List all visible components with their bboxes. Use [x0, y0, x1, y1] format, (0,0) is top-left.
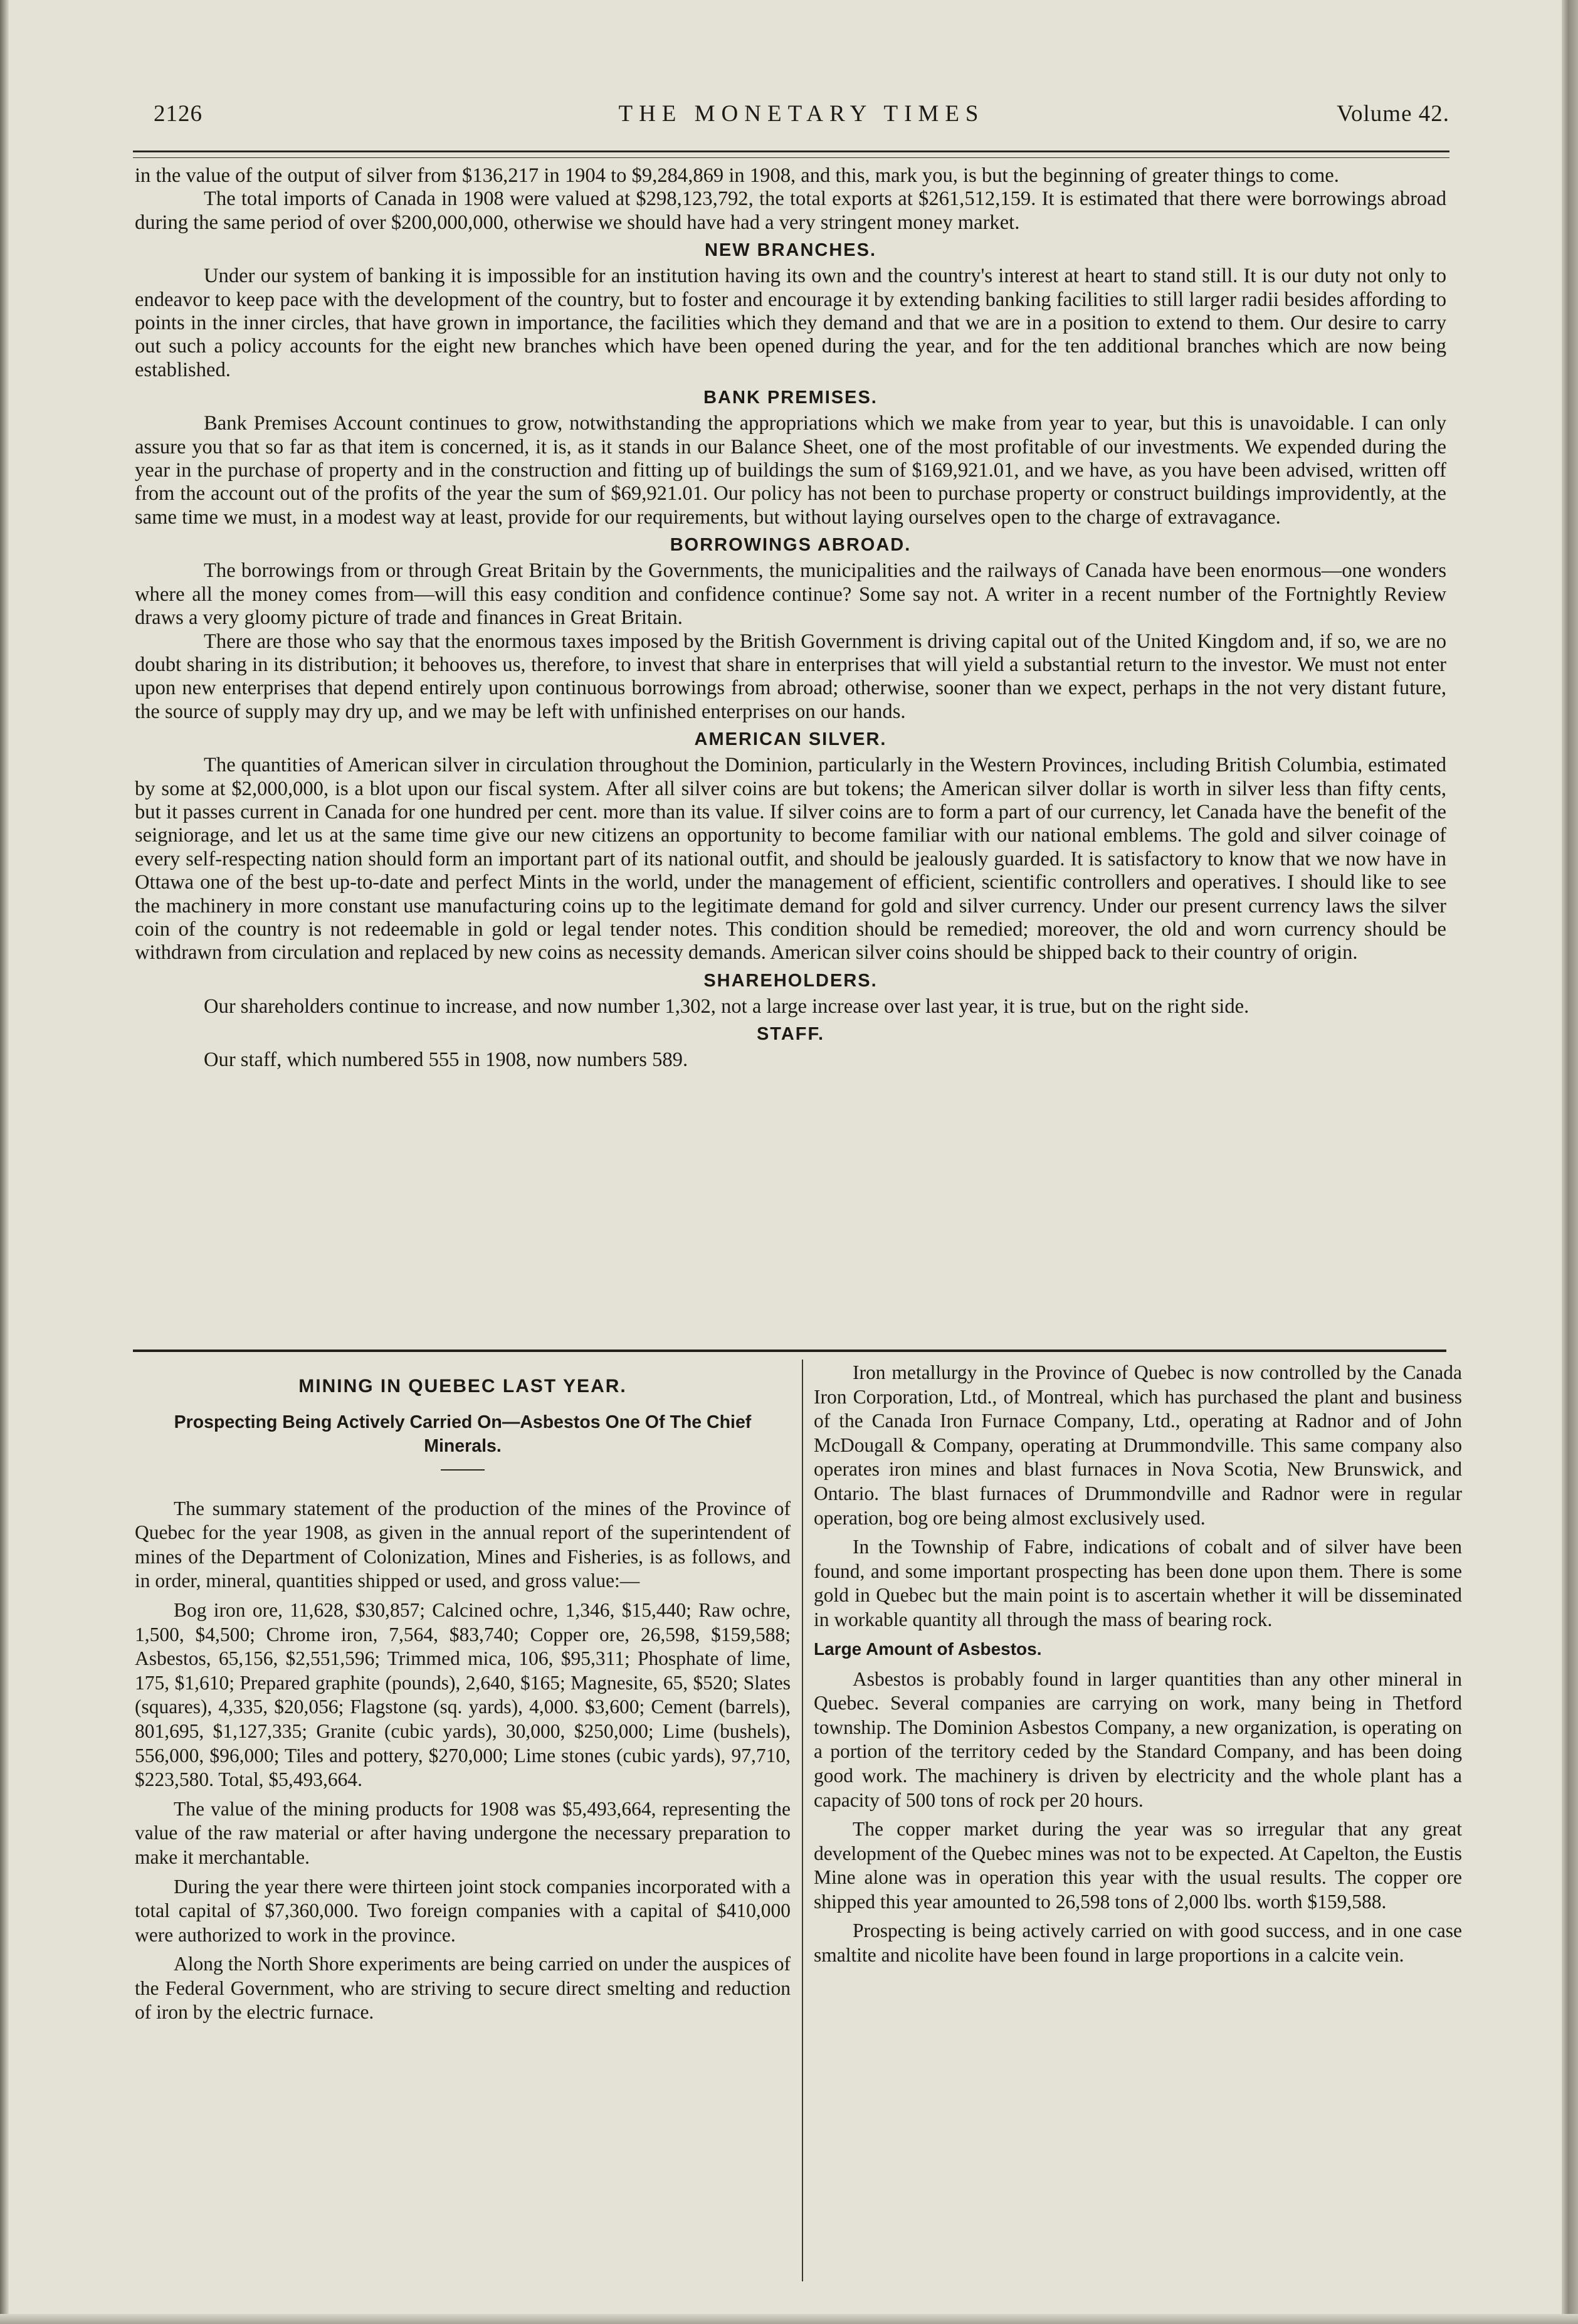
- article-paragraph-4: During the year there were thirteen joint stock companies incorporated with a total capital of $7,360,000. Two foreign companies with a capital of $410,000 were authorized to work in the province.: [135, 1875, 791, 1946]
- mineral-production-list: Bog iron ore, 11,628, $30,857; Calcined ochre, 1,346, $15,440; Raw ochre, 1,500, $4,500; Chrome iron, 7,564, $83,740; Copper ore, 26,598, $159,588; Asbestos, 65,156, $2,551,596; Trimmed mica, 106, $95,311; Phosphate of lime, 175, $1,610; Prepared graphite (pounds), 2,640, $165; Magnesite, 65, $520; Slates (squares), 4,335, $20,056; Flagstone (sq. yards), 4,000. $3,600; Cement (barrels), 801,695, $1,127,335; Granite (cubic yards), 30,000, $250,000; Lime (bushels), 556,000, $96,000; Tiles and pottery, $270,000; Lime stones (cubic yards), 97,710, $223,580. Total, $5,493,664.: [135, 1598, 791, 1791]
- volume-label: Volume 42.: [1337, 101, 1449, 127]
- heading-asbestos: Large Amount of Asbestos.: [814, 1639, 1042, 1659]
- borrowings-paragraph-1: The borrowings from or through Great Britain by the Governments, the municipalities and the railways of Canada have been enormous—one wonders where all the money comes from—will this easy condition and confidence continue? Some say not. A writer in a recent number of the Fortnightly Review draws a very gloomy picture of trade and finances in Great Britain.: [135, 559, 1446, 630]
- page-number: 2126: [154, 101, 203, 127]
- american-silver-paragraph: The quantities of American silver in circulation throughout the Dominion, particularly in the Western Provinces, including British Columbia, estimated by some at $2,000,000, is a blot upon our fiscal system. After all silver coins are but tokens; the American silver dollar is worth in silver less than fifty cents, but it passes current in Canada for one hundred per cent. more than its value. If silver coins are to form a part of our currency, let Canada have the benefit of the seigniorage, and let us at the same time give our new citizens an opportunity to become familiar with our national emblems. The gold and silver coinage of every self-respecting nation should form an important part of its national outfit, and should be jealously guarded. It is satisfactory to know that we now have in Ottawa one of the best up-to-date and perfect Mints in the world, under the management of efficient, scientific controllers and operatives. I should like to see the machinery in more constant use manufacturing coins up to the legitimate demand for gold and silver currency. Under our present currency laws the silver coin of the country is not redeemable in gold or legal tender notes. This condition should be remedied; moreover, the old and worn currency should be withdrawn from circulation and replaced by new coins as necessity demands. American silver coins should be shipped back to their country of origin.: [135, 754, 1446, 964]
- heading-shareholders: SHAREHOLDERS.: [703, 970, 878, 991]
- article-paragraph-1: The summary statement of the production of the mines of the Province of Quebec for the year 1908, as given in the annual report of the superintendent of mines of the Department of Colonization, Mines and Fisheries, is as follows, and in order, mineral, quantities shipped or used, and gross value:—: [135, 1497, 791, 1592]
- article-subtitle: Prospecting Being Actively Carried On—Asbestos One Of The Chief Minerals.: [174, 1412, 752, 1456]
- article-paragraph-6: Iron metallurgy in the Province of Quebec is now controlled by the Canada Iron Corporation, Ltd., of Montreal, which has purchased the plant and business of the Canada Iron Furnace Company, Ltd., operating at Radnor and of John McDougall & Company, operating at Drummondville. This same company also operates iron mines and blast furnaces in Nova Scotia, New Brunswick, and Ontario. The blast furnaces of Drummondville and Radnor were in regular operation, bog ore being almost exclusively used.: [814, 1361, 1462, 1529]
- section-rule: [133, 1350, 1446, 1352]
- heading-staff: STAFF.: [756, 1024, 825, 1045]
- binding-shadow: [0, 0, 9, 2324]
- heading-american-silver: AMERICAN SILVER.: [694, 729, 887, 750]
- borrowings-paragraph-2: There are those who say that the enormous taxes imposed by the British Government is driving capital out of the United Kingdom and, if so, we are no doubt sharing in its distribution; it behooves us, therefore, to invest that share in enterprises that will yield a substantial return to the investor. We must not enter upon new enterprises that depend entirely upon continuous borrowings from abroad; otherwise, sooner than we expect, perhaps in the not very distant future, the source of supply may dry up, and we may be left with unfinished enterprises on our hands.: [135, 630, 1446, 723]
- intro-paragraph-1: in the value of the output of silver from $136,217 in 1904 to $9,284,869 in 1908, and this, mark you, is but the beginning of greater things to come.: [135, 164, 1339, 187]
- article-paragraph-3: The value of the mining products for 1908 was $5,493,664, representing the value of the raw material or after having undergone the necessary preparation to make it merchantable.: [135, 1797, 791, 1868]
- column-divider: [802, 1360, 803, 2281]
- header-rule: [133, 151, 1449, 158]
- staff-paragraph: Our staff, which numbered 555 in 1908, now numbers 589.: [204, 1048, 688, 1072]
- article-paragraph-9: The copper market during the year was so irregular that any great development of the Quebec mines was not to be expected. At Capelton, the Eustis Mine alone was in operation this year with the usual results. The copper ore shipped this year amounted to 26,598 tons of 2,000 lbs. worth $159,588.: [814, 1818, 1462, 1913]
- article-paragraph-8: Asbestos is probably found in larger quantities than any other mineral in Quebec. Several companies are carrying on work, many being in Thetford township. The Dominion Asbestos Company, a new organization, is operating on a portion of the territory ceded by the Standard Company, and has been doing good work. The machinery is driven by electricity and the whole plant has a capacity of 500 tons of rock per 20 hours.: [814, 1667, 1462, 1811]
- subtitle-rule: [441, 1469, 485, 1471]
- journal-title: THE MONETARY TIMES: [618, 101, 985, 127]
- heading-new-branches: NEW BRANCHES.: [704, 240, 877, 261]
- bank-premises-paragraph: Bank Premises Account continues to grow, notwithstanding the appropriations which we make from year to year, but this is unavoidable. I can only assure you that so far as that item is concerned, it is, as it stands in our Balance Sheet, one of the most profitable of our investments. We expended during the year in the purchase of property and in the construction and fitting up of buildings the sum of $169,921.01, and we have, as you have been advised, written off from the account out of the profits of the year the sum of $69,921.01. Our policy has not been to purchase property or construct buildings improvidently, at the same time we must, in a modest way at least, provide for our requirements, but without laying ourselves open to the charge of extravagance.: [135, 412, 1446, 529]
- article-paragraph-10: Prospecting is being actively carried on with good success, and in one case smaltite and nicolite have been found in large proportions in a calcite vein.: [814, 1920, 1462, 1967]
- page-edge-strip: [1562, 0, 1578, 2324]
- heading-bank-premises: BANK PREMISES.: [703, 388, 878, 408]
- new-branches-paragraph: Under our system of banking it is impossible for an institution having its own and the country's interest at heart to stand still. It is our duty not only to endeavor to keep pace with the development of the country, but to foster and encourage it by extending banking facilities to still larger radii besides affording to points in the inner circles, that have grown in importance, the facilities which they demand and that we are in a position to extend to them. Our desire to carry out such a policy accounts for the eight new branches which have been opened during the year, and for the ten additional branches which are now being established.: [135, 265, 1446, 381]
- article-paragraph-5: Along the North Shore experiments are being carried on under the auspices of the Federal Government, who are striving to secure direct smelting and reduction of iron by the electric furnace.: [135, 1953, 791, 2024]
- article-left-column: [135, 1361, 791, 2030]
- article-paragraph-7: In the Township of Fabre, indications of cobalt and of silver have been found, and some important prospecting has been done upon them. There is some gold in Quebec but the main point is to ascertain whether it will be disseminated in workable quantity all through the mass of bearing rock.: [814, 1536, 1462, 1630]
- bank-address-continuation: [135, 164, 1446, 1072]
- page-bottom-edge: [0, 2314, 1578, 2324]
- intro-paragraph-2: The total imports of Canada in 1908 were valued at $298,123,792, the total exports at $261,512,159. It is estimated that there were borrowings abroad during the same period of over $200,000,000, otherwise we should have had a very stringent money market.: [135, 188, 1446, 234]
- heading-borrowings-abroad: BORROWINGS ABROAD.: [670, 535, 912, 556]
- article-title: MINING IN QUEBEC LAST YEAR.: [298, 1376, 627, 1397]
- shareholders-paragraph: Our shareholders continue to increase, and now number 1,302, not a large increase over last year, it is true, but on the right side.: [204, 995, 1249, 1018]
- article-right-column: [814, 1361, 1462, 1973]
- running-head: [154, 100, 1449, 138]
